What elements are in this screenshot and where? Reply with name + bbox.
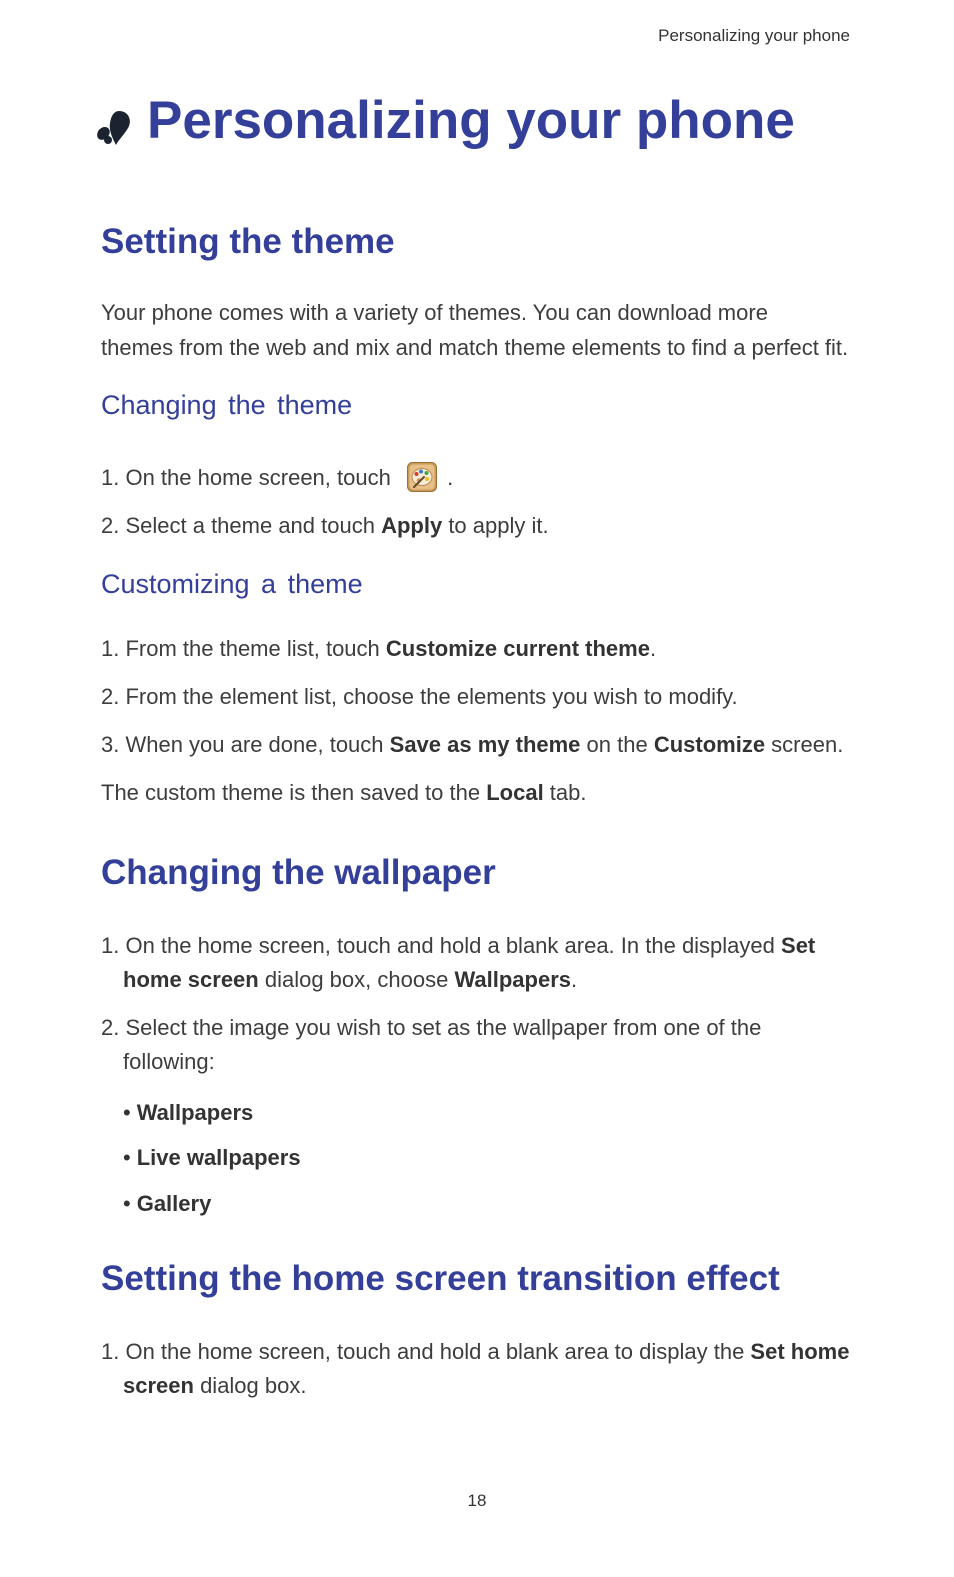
running-header: Personalizing your phone [658, 26, 850, 45]
set-term: Set [781, 933, 816, 958]
theme-intro-line-1: Your phone comes with a variety of themes. You can download more [101, 300, 768, 325]
bullet-marker: • [123, 1100, 131, 1125]
step-text: . [571, 967, 578, 992]
page-number: 18 [467, 1491, 487, 1510]
chapter-title-block [95, 90, 795, 151]
customizing-step-1 [101, 632, 656, 666]
section-heading-setting-theme: Setting the theme [101, 222, 395, 261]
customize-term: Customize [653, 732, 766, 757]
wallpaper-step-1-line-2 [101, 963, 577, 997]
wallpapers-term: Wallpapers [454, 967, 571, 992]
home-screen-term: home screen [123, 967, 259, 992]
step-text: 1. On the home screen, touch [101, 465, 391, 490]
apply-term: Apply [381, 513, 443, 538]
step-text: to apply it. [442, 513, 549, 538]
list-item [123, 1141, 301, 1175]
custom-theme-note [101, 776, 587, 810]
bullet-marker: • [123, 1191, 131, 1216]
step-text: . [649, 636, 657, 661]
changing-theme-step-2 [101, 509, 549, 543]
subheading-changing-theme: Changing the theme [101, 390, 353, 420]
transition-step-1-line-1 [101, 1335, 849, 1369]
screen-term: screen [123, 1373, 194, 1398]
local-tab-term: Local [486, 780, 544, 805]
wallpaper-step-2-line-1: 2. Select the image you wish to set as the wallpaper from one of the [101, 1015, 762, 1040]
step-text: 2. Select a theme and touch [101, 513, 382, 538]
step-text: 1. On the home screen, touch and hold a blank area. In the displayed [101, 933, 782, 958]
subheading-customizing-theme: Customizing a theme [101, 569, 363, 599]
customizing-step-2: 2. From the element list, choose the elements you wish to modify. [101, 684, 738, 709]
step-text: 1. From the theme list, touch [101, 636, 386, 661]
step-text: dialog box. [193, 1373, 307, 1398]
step-text: dialog box, choose [258, 967, 455, 992]
section-heading-transition-effect: Setting the home screen transition effect [101, 1259, 780, 1298]
wallpaper-step-2-line-2: following: [123, 1049, 215, 1074]
step-end: . [447, 465, 454, 490]
set-home-term: Set home [750, 1339, 850, 1364]
wallpaper-step-1-line-1 [101, 929, 815, 963]
themes-palette-icon [407, 462, 437, 492]
option-live-wallpapers: Live wallpapers [136, 1145, 301, 1170]
changing-theme-step-1 [101, 461, 453, 495]
theme-intro-line-2: themes from the web and mix and match theme elements to find a perfect fit. [101, 335, 849, 360]
transition-step-1-line-2 [101, 1369, 306, 1403]
step-text: screen. [765, 732, 844, 757]
customize-current-theme-term: Customize current theme [385, 636, 650, 661]
bullet-marker: • [123, 1145, 131, 1170]
customizing-step-3 [101, 728, 843, 762]
section-heading-changing-wallpaper: Changing the wallpaper [101, 853, 496, 892]
note-text: The custom theme is then saved to the [101, 780, 487, 805]
list-item [123, 1096, 253, 1130]
save-as-my-theme-term: Save as my theme [389, 732, 581, 757]
step-text: on the [580, 732, 654, 757]
huawei-petal-icon [95, 101, 137, 141]
step-text: 1. On the home screen, touch and hold a blank area to display the [101, 1339, 751, 1364]
note-text: tab. [543, 780, 587, 805]
list-item [123, 1187, 211, 1221]
option-gallery: Gallery [136, 1191, 212, 1216]
chapter-title: Personalizing your phone [147, 91, 795, 150]
option-wallpapers: Wallpapers [136, 1100, 254, 1125]
step-text: 3. When you are done, touch [101, 732, 390, 757]
